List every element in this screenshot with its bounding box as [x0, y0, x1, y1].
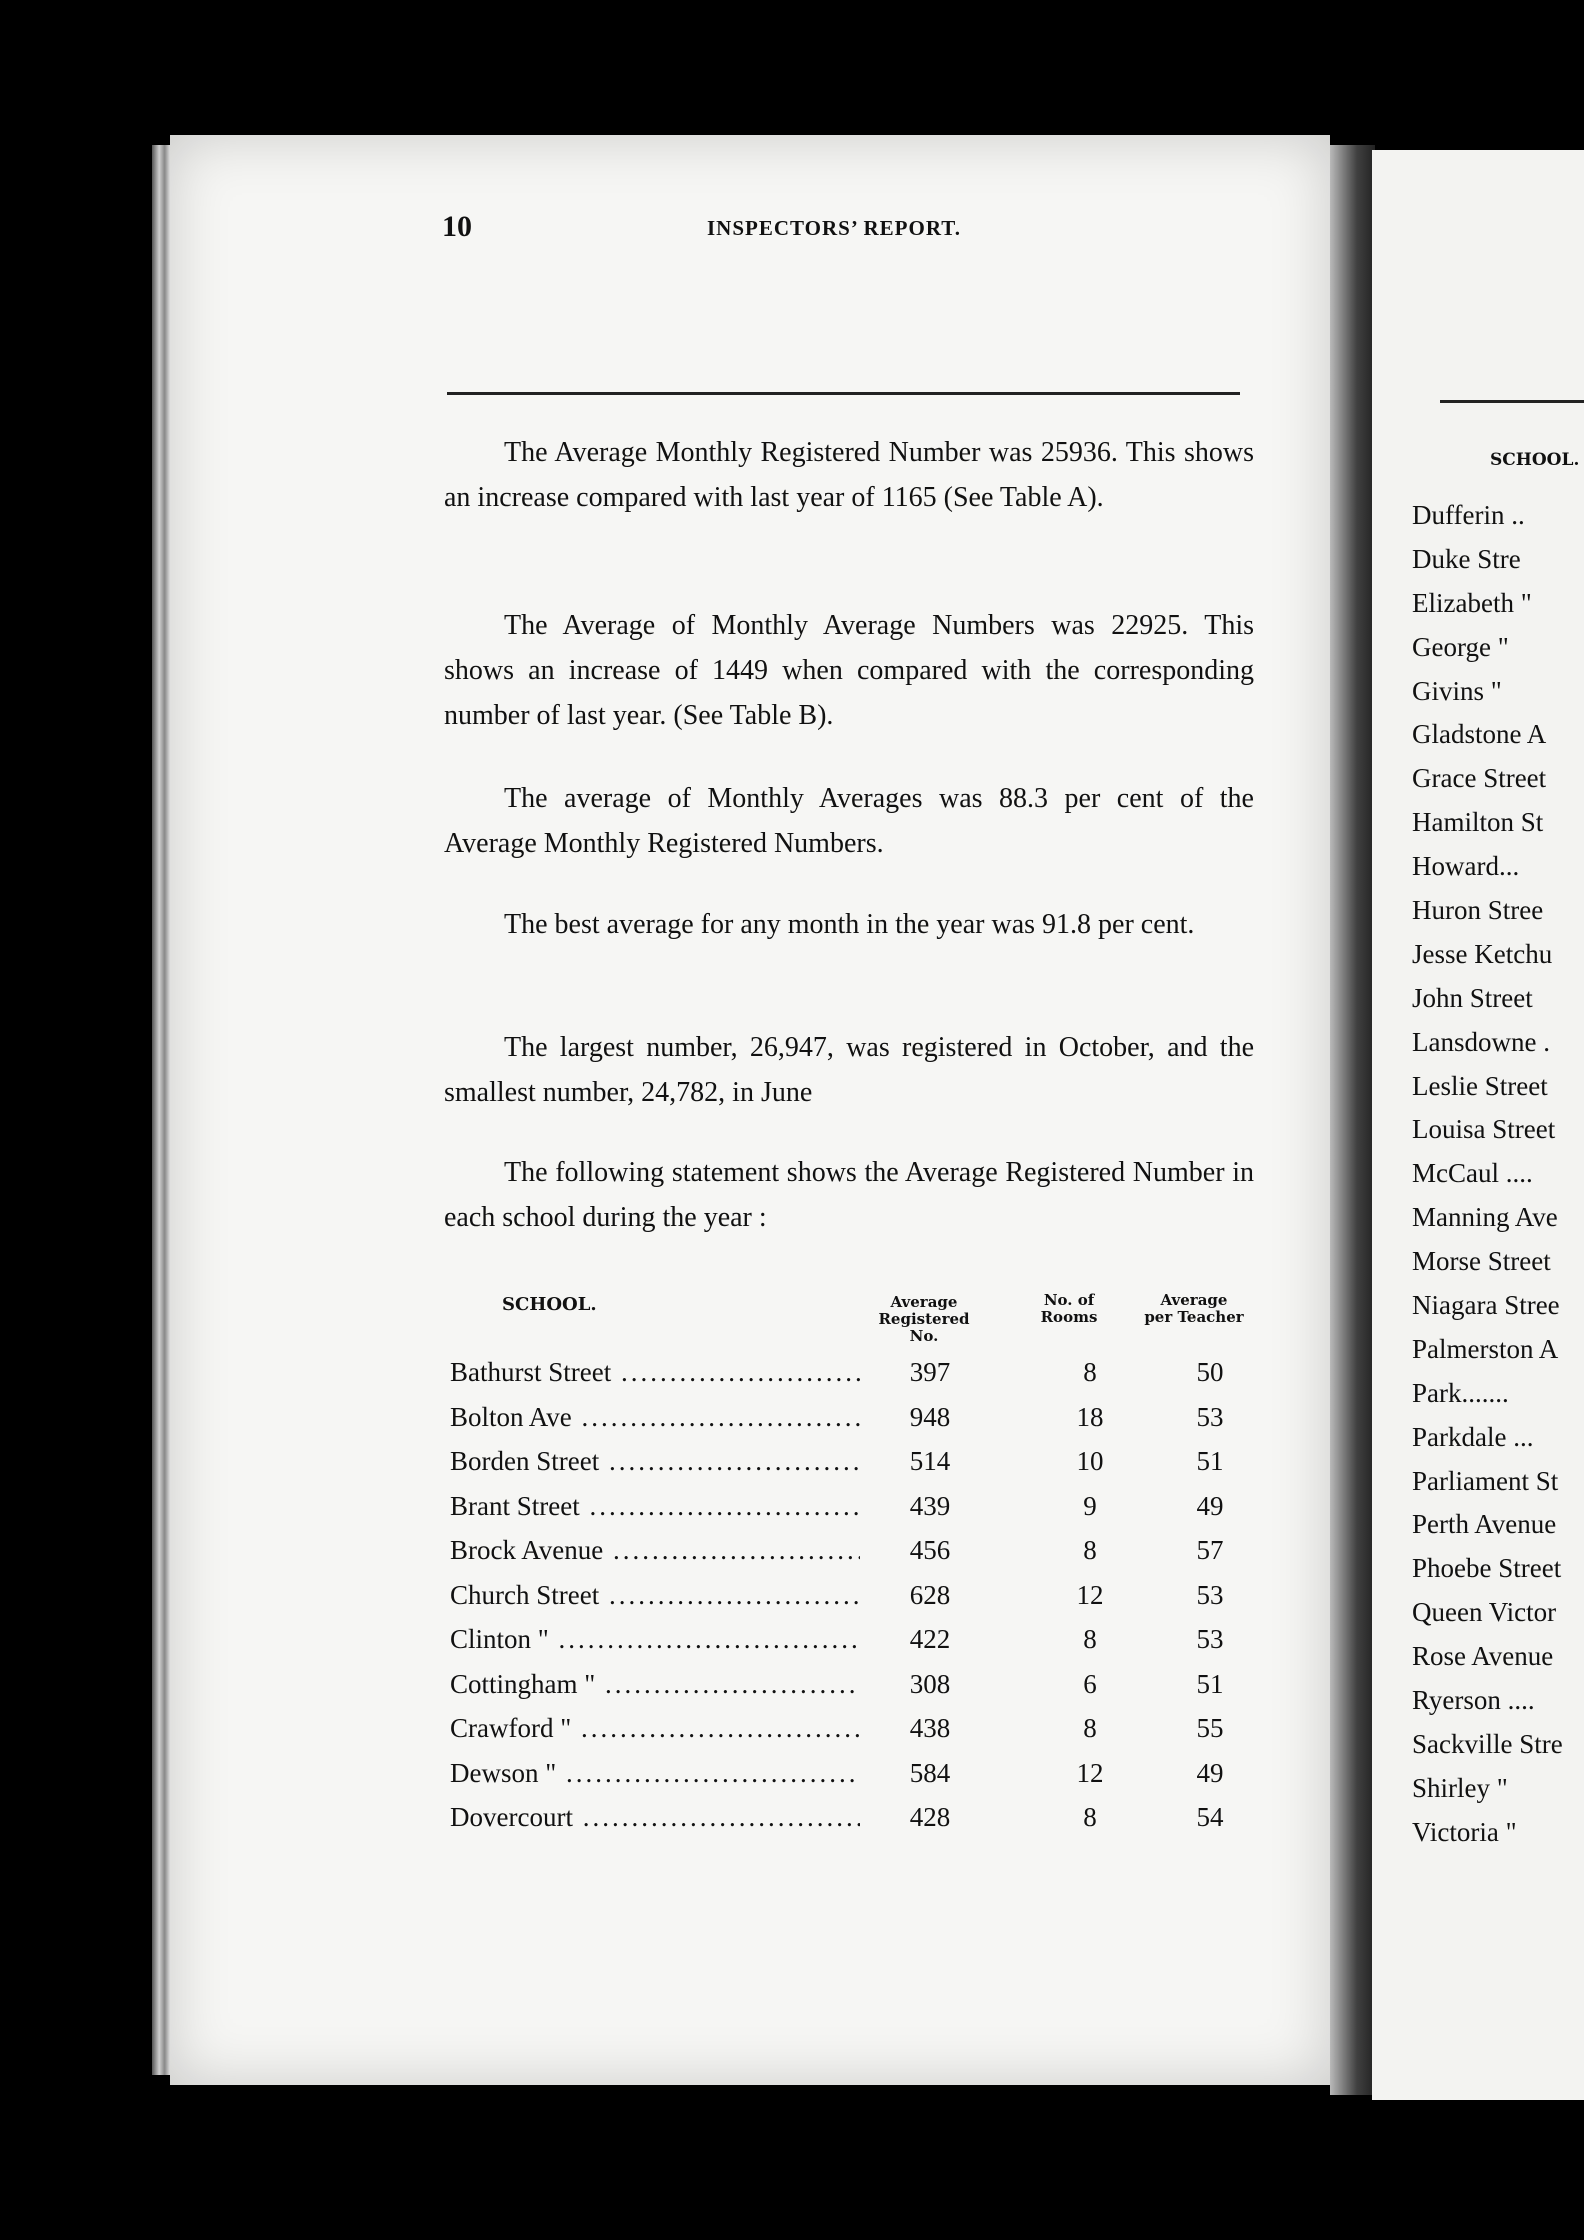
- school-name: Church Street .....: [450, 1580, 860, 1611]
- school-name: Bolton Ave .....: [450, 1402, 860, 1433]
- rooms: 12: [1076, 1757, 1104, 1788]
- average-per-teacher: 53: [1196, 1624, 1224, 1654]
- paragraph-registered-number: The Average Monthly Registered Number was 25936. This shows an increase compared with last year of 1165 (See Table A).: [444, 437, 1254, 513]
- rooms: 9: [1083, 1490, 1097, 1521]
- right-page-school-name: Duke Stre: [1412, 543, 1521, 574]
- average-per-teacher: 54: [1196, 1802, 1224, 1832]
- average-per-teacher: 51: [1196, 1668, 1224, 1699]
- school-name: Brant Street .....: [450, 1491, 860, 1522]
- rooms: 8: [1083, 1357, 1097, 1387]
- table-row: [450, 1624, 1250, 1669]
- page-header: [442, 210, 1242, 260]
- right-page-school-name: George ": [1412, 631, 1509, 662]
- school-name: Brock Avenue .....: [450, 1535, 860, 1566]
- average-registered: 422: [909, 1624, 951, 1654]
- right-page-school-name: Palmerston A: [1412, 1333, 1559, 1364]
- paragraph-largest-number: The largest number, 26,947, was registered in October, and the smallest number, 24,782, in June: [444, 1032, 1254, 1108]
- right-page-school-name: Phoebe Street: [1412, 1553, 1562, 1584]
- rooms: 10: [1076, 1446, 1104, 1476]
- average-per-teacher: 50: [1196, 1357, 1224, 1387]
- table-row: [450, 1446, 1250, 1491]
- table-row: [450, 1758, 1250, 1803]
- rooms: 8: [1083, 1535, 1097, 1565]
- average-per-teacher: 53: [1196, 1401, 1224, 1432]
- school-name: Bathurst Street .....: [450, 1357, 860, 1388]
- right-page-school-name: Lansdowne .: [1412, 1026, 1550, 1057]
- average-per-teacher: 55: [1196, 1713, 1224, 1743]
- right-page-school-name: Ryerson ....: [1412, 1685, 1535, 1716]
- average-registered: 397: [909, 1357, 951, 1387]
- right-page-school-name: Dufferin ..: [1412, 500, 1525, 530]
- average-registered: 584: [909, 1757, 951, 1788]
- column-header-rooms-line2: Rooms: [1040, 1308, 1098, 1326]
- table-row: [450, 1802, 1250, 1847]
- column-header-per-teacher: [1134, 1292, 1254, 1326]
- right-page-school-name: Jesse Ketchu: [1412, 938, 1553, 969]
- column-header-rooms: [1024, 1292, 1114, 1326]
- table-row: [450, 1491, 1250, 1536]
- right-page-school-name: Elizabeth ": [1412, 587, 1532, 618]
- average-registered: 456: [909, 1535, 951, 1565]
- school-name: Crawford " .....: [450, 1713, 860, 1744]
- running-head: INSPECTORS’ REPORT.: [707, 216, 961, 240]
- column-header-average-registered: [864, 1294, 984, 1345]
- right-page-school-name: Hamilton St: [1412, 807, 1544, 838]
- right-page-school-name: Sackville Stre: [1412, 1728, 1563, 1759]
- average-registered: 628: [909, 1579, 951, 1610]
- right-page-school-list: [1412, 500, 1563, 1861]
- right-page-school-name: Park.......: [1412, 1377, 1509, 1408]
- column-header-average-registered-line1: Average: [890, 1293, 958, 1311]
- average-per-teacher: 49: [1196, 1490, 1224, 1521]
- school-table: [450, 1357, 1250, 1847]
- right-page-school-name: Parliament St: [1412, 1465, 1559, 1496]
- table-row: [450, 1357, 1250, 1402]
- right-page-school-name: Queen Victor: [1412, 1597, 1557, 1628]
- column-header-per-teacher-line2: per Teacher: [1144, 1308, 1244, 1326]
- table-row: [450, 1580, 1250, 1625]
- rooms: 8: [1083, 1802, 1097, 1832]
- right-page-school-name: Victoria ": [1412, 1816, 1517, 1847]
- average-registered: 439: [909, 1490, 951, 1521]
- header-rule: [447, 392, 1240, 395]
- right-page-school-name: Rose Avenue: [1412, 1641, 1554, 1672]
- average-registered: 428: [909, 1802, 951, 1832]
- page-fore-edge: [152, 145, 170, 2075]
- right-page-school-name: Niagara Stree: [1412, 1290, 1560, 1321]
- page-number: 10: [442, 210, 472, 243]
- paragraph-average-numbers: The Average of Monthly Average Numbers was 22925. This shows an increase of 1449 when compared with the corresponding number of last year. (See Table B).: [444, 610, 1254, 731]
- right-page-school-name: Givins ": [1412, 675, 1502, 706]
- average-per-teacher: 51: [1196, 1446, 1224, 1476]
- school-name: Dovercourt .....: [450, 1802, 860, 1833]
- right-page-school-name: Leslie Street: [1412, 1070, 1548, 1101]
- school-name: Clinton " .....: [450, 1624, 860, 1655]
- average-registered: 308: [909, 1668, 951, 1699]
- column-header-average-registered-line2: Registered No.: [878, 1310, 970, 1345]
- rooms: 8: [1083, 1624, 1097, 1654]
- right-page-school-name: Shirley ": [1412, 1772, 1508, 1803]
- paragraph-monthly-averages: The average of Monthly Averages was 88.3 per cent of the Average Monthly Registered Numbers.: [444, 783, 1254, 859]
- average-registered: 948: [909, 1401, 951, 1432]
- paragraph-following-statement: The following statement shows the Average Registered Number in each school during the year :: [444, 1157, 1254, 1233]
- right-page-school-name: Manning Ave: [1412, 1202, 1558, 1233]
- table-header: [444, 1290, 1264, 1350]
- right-page-school-name: Howard...: [1412, 851, 1520, 882]
- right-page-column-header-school: SCHOOL.: [1490, 450, 1580, 470]
- column-header-rooms-line1: No. of: [1043, 1291, 1095, 1309]
- table-row: [450, 1669, 1250, 1714]
- rooms: 8: [1083, 1713, 1097, 1743]
- table-row: [450, 1713, 1250, 1758]
- school-name: Dewson " .....: [450, 1758, 860, 1789]
- right-page-school-name: Morse Street: [1412, 1246, 1551, 1277]
- table-row: [450, 1402, 1250, 1447]
- right-page: [1372, 150, 1584, 2100]
- right-page-school-name: Louisa Street: [1412, 1114, 1556, 1145]
- book-spine: [1330, 145, 1375, 2095]
- rooms: 6: [1083, 1668, 1097, 1699]
- rooms: 18: [1076, 1401, 1104, 1432]
- column-header-school: SCHOOL.: [502, 1294, 597, 1315]
- average-registered: 438: [909, 1713, 951, 1743]
- right-page-school-name: Perth Avenue: [1412, 1509, 1557, 1540]
- school-name: Cottingham " .....: [450, 1669, 860, 1700]
- rooms: 12: [1076, 1579, 1104, 1610]
- school-name: Borden Street .....: [450, 1446, 860, 1477]
- table-row: [450, 1535, 1250, 1580]
- right-page-school-name: Grace Street: [1412, 763, 1547, 794]
- column-header-per-teacher-line1: Average: [1160, 1291, 1228, 1309]
- right-page-school-name: John Street: [1412, 982, 1533, 1013]
- right-page-school-name: Parkdale ...: [1412, 1421, 1534, 1452]
- right-page-school-name: Gladstone A: [1412, 719, 1547, 750]
- average-per-teacher: 53: [1196, 1579, 1224, 1610]
- paragraph-best-average: The best average for any month in the year was 91.8 per cent.: [504, 909, 1195, 940]
- average-per-teacher: 57: [1196, 1535, 1224, 1565]
- right-page-school-name: McCaul ....: [1412, 1158, 1533, 1189]
- average-registered: 514: [909, 1446, 951, 1476]
- right-page-school-name: Huron Stree: [1412, 895, 1544, 926]
- average-per-teacher: 49: [1196, 1757, 1224, 1788]
- right-page-rule: [1440, 400, 1584, 403]
